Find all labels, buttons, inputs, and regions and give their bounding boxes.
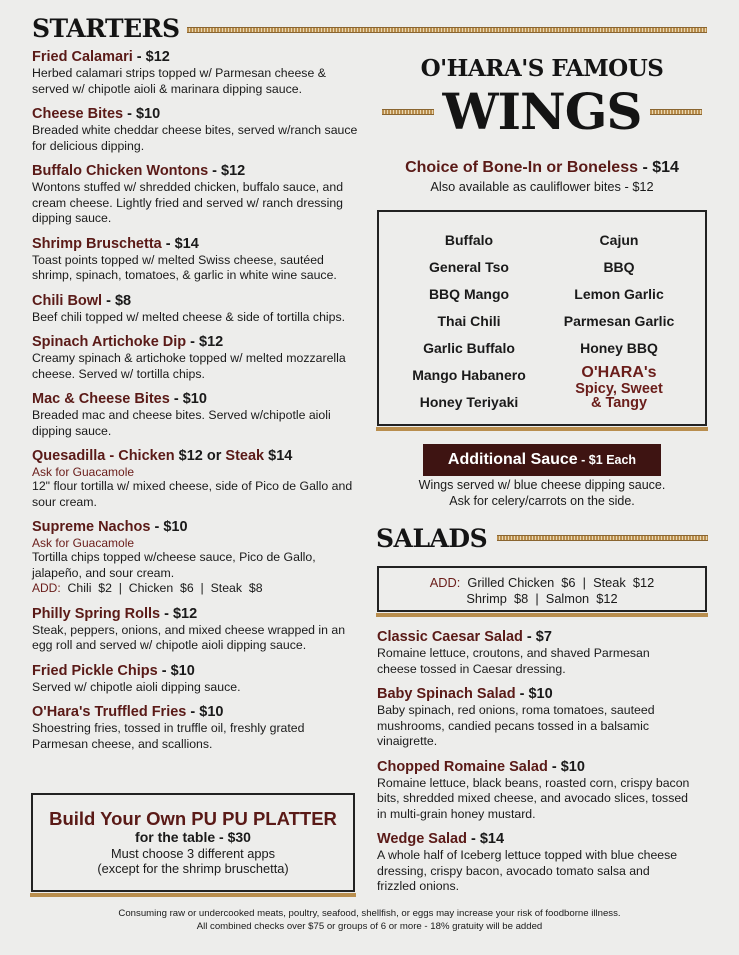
- salads-header: [376, 522, 708, 554]
- item-name: Fried Calamari: [32, 49, 133, 65]
- item-price: - $12: [208, 163, 246, 179]
- item-price: $12 or: [174, 448, 226, 464]
- flavor-special-desc-2: & Tangy: [590, 395, 648, 411]
- menu-item: [32, 605, 362, 654]
- addons-line: [32, 581, 362, 597]
- wings-notes: [376, 478, 708, 509]
- item-price: - $10: [169, 391, 207, 407]
- item-description: Baby spinach, red onions, roma tomatoes, sauteed mushrooms, candied pecans tossed in a balsamic vinaigrette.: [377, 703, 655, 748]
- item-name: Chopped Romaine Salad: [377, 758, 548, 775]
- menu-item: [377, 628, 692, 677]
- menu-item: [32, 390, 362, 439]
- add-label: ADD:: [32, 581, 61, 595]
- flavor-item: Honey Teriyaki: [419, 394, 519, 410]
- item-description: Breaded white cheddar cheese bites, served w/ranch sauce for delicious dipping.: [32, 123, 358, 153]
- item-name: Supreme Nachos: [32, 519, 151, 535]
- platter-title: Build Your Own PU PU PLATTER: [49, 808, 337, 829]
- item-name: O'Hara's Truffled Fries: [32, 704, 187, 720]
- ask-note: Ask for Guacamole: [32, 465, 135, 479]
- item-price: - $10: [547, 758, 585, 775]
- platter-exception: (except for the shrimp bruschetta): [97, 861, 289, 876]
- item-description: Beef chili topped w/ melted cheese & side of tortilla chips.: [32, 309, 346, 324]
- item-name: Fried Pickle Chips: [32, 662, 158, 679]
- menu-item-nachos: [32, 518, 362, 597]
- salad-addons-line2: Shrimp $8 | Salmon $12: [466, 590, 618, 606]
- item-price: - $10: [515, 686, 553, 702]
- wings-cauliflower-note: Also available as cauliflower bites - $12: [430, 179, 654, 194]
- item-price: - $10: [150, 519, 188, 535]
- wings-divider-right: [650, 109, 702, 115]
- item-description: Steak, peppers, onions, and mixed cheese wrapped in an egg roll and served w/ chipotle aioli dipping sauce.: [32, 622, 346, 652]
- item-description: Shoestring fries, tossed in truffle oil, freshly grated Parmesan cheese, and scallions.: [32, 721, 305, 751]
- item-name: Classic Caesar Salad: [377, 629, 523, 645]
- wing-flavors-box: [377, 210, 707, 426]
- flavor-item: BBQ Mango: [428, 286, 510, 302]
- item-price: - $12: [186, 334, 224, 350]
- menu-item: [377, 830, 692, 895]
- wings-note-celery: Ask for celery/carrots on the side.: [449, 493, 635, 508]
- wings-title: WINGS: [442, 82, 642, 141]
- item-name: Wedge Salad: [377, 831, 467, 847]
- menu-item: [32, 703, 362, 752]
- item-description: Wontons stuffed w/ shredded chicken, buffalo sauce, and cream cheese. Lightly fried and served w/ ranch dressing dipping sauce.: [32, 180, 344, 225]
- item-name: Quesadilla - Chicken: [32, 448, 175, 464]
- item-name: Shrimp Bruschetta: [32, 235, 162, 252]
- item-name: Spinach Artichoke Dip: [32, 334, 187, 350]
- menu-item: [32, 333, 362, 382]
- wings-choice-price: - $14: [638, 159, 679, 176]
- flavor-special-title: O'HARA's: [581, 364, 657, 381]
- menu-item-quesadilla: [32, 447, 362, 510]
- item-price: - $14: [161, 235, 199, 252]
- item-description: Romaine lettuce, croutons, and shaved Parmesan cheese tossed in Caesar dressing.: [377, 646, 650, 676]
- menu-item: [377, 758, 692, 823]
- menu-item: [32, 162, 362, 227]
- flavor-item: Garlic Buffalo: [423, 340, 515, 356]
- item-description: Toast points topped w/ melted Swiss cheese, sautéed shrimp, spinach, tomatoes, & garlic in white wine sauce.: [32, 252, 337, 282]
- item-price: - $12: [160, 605, 198, 622]
- wings-famous-title: O'HARA'S FAMOUS: [420, 55, 664, 82]
- menu-item: [32, 662, 362, 696]
- starters-header: [32, 12, 362, 44]
- flavor-item: Honey BBQ: [580, 340, 658, 356]
- salad-addons-box: [377, 566, 707, 612]
- wings-divider-left: [382, 109, 434, 115]
- item-name: Cheese Bites: [32, 106, 124, 122]
- menu-item: [377, 685, 692, 750]
- menu-item: [32, 235, 362, 284]
- item-description: Served w/ chipotle aioli dipping sauce.: [32, 679, 241, 694]
- item-description: Breaded mac and cheese bites. Served w/chipotle aioli dipping sauce.: [32, 408, 331, 438]
- starters-section: [32, 12, 362, 752]
- flavor-item: Thai Chili: [437, 313, 501, 329]
- item-description: Herbed calamari strips topped w/ Parmesan cheese & served w/ chipotle aioli & marinara dipping sauce.: [32, 66, 326, 96]
- item-name-alt: Steak: [225, 448, 265, 464]
- wings-header: [376, 55, 708, 140]
- flavor-item: Mango Habanero: [412, 367, 526, 383]
- wings-title-row: [376, 84, 708, 140]
- flavor-item: Buffalo: [444, 232, 494, 248]
- item-description: Creamy spinach & artichoke topped w/ melted mozzarella cheese. Served w/ tortilla chips.: [32, 351, 346, 381]
- platter-box: [31, 793, 355, 892]
- salads-divider: [497, 535, 708, 541]
- wings-choice: [376, 159, 708, 194]
- flavor-special-desc: Spicy, Sweet: [575, 381, 663, 397]
- flavor-item: General Tso: [429, 259, 509, 275]
- additional-sauce-banner: [423, 444, 661, 476]
- item-name: Philly Spring Rolls: [32, 605, 161, 622]
- item-price: - $8: [102, 292, 132, 309]
- item-price: - $7: [522, 629, 552, 645]
- item-price: - $12: [132, 49, 170, 65]
- item-name: Baby Spinach Salad: [377, 686, 516, 702]
- add-label: ADD:: [429, 575, 461, 590]
- footer-food-safety: Consuming raw or undercooked meats, poultry, seafood, shellfish, or eggs may increase your risk of foodborne illness.: [118, 908, 621, 919]
- item-price: - $10: [157, 662, 195, 679]
- add-options: Chili $2 | Chicken $6 | Steak $8: [60, 581, 263, 595]
- footer-disclaimer: [0, 907, 739, 933]
- additional-sauce-label: Additional Sauce: [447, 451, 578, 468]
- salads-list: [377, 628, 692, 895]
- ask-note: Ask for Guacamole: [32, 536, 135, 550]
- item-description: Romaine lettuce, black beans, roasted corn, crispy bacon bits, shredded mixed cheese, and avocado slices, tossed in multi-grain honey mustard.: [377, 775, 690, 821]
- wings-note-blue-cheese: Wings served w/ blue cheese dipping sauce.: [418, 478, 666, 492]
- item-name: Mac & Cheese Bites: [32, 391, 170, 407]
- flavor-item: Lemon Garlic: [574, 286, 664, 302]
- starters-title: STARTERS: [32, 14, 186, 43]
- flavor-item: Parmesan Garlic: [563, 313, 675, 329]
- item-name: Chili Bowl: [32, 292, 103, 309]
- additional-sauce-price: - $1 Each: [577, 453, 637, 467]
- menu-item: [32, 105, 362, 154]
- wings-choice-label: Choice of Bone-In or Boneless: [405, 159, 638, 176]
- item-price: - $14: [466, 831, 505, 847]
- item-price-alt: $14: [264, 448, 293, 464]
- item-name: Buffalo Chicken Wontons: [32, 163, 209, 179]
- item-description: 12" flour tortilla w/ mixed cheese, side of Pico de Gallo and sour cream.: [32, 479, 353, 509]
- item-price: - $10: [186, 704, 224, 720]
- item-price: - $10: [123, 106, 161, 122]
- flavor-item: Cajun: [599, 232, 639, 248]
- salads-title: SALADS: [376, 523, 488, 553]
- item-description: Tortilla chips topped w/cheese sauce, Pico de Gallo, jalapeño, and sour cream.: [32, 550, 316, 580]
- salad-addons-line1: Grilled Chicken $6 | Steak $12: [460, 575, 655, 590]
- footer-gratuity: All combined checks over $75 or groups of 6 or more - 18% gratuity will be added: [196, 921, 543, 932]
- platter-rule: Must choose 3 different apps: [110, 846, 276, 861]
- menu-item: [32, 292, 362, 326]
- menu-item: [32, 48, 362, 97]
- item-description: A whole half of Iceberg lettuce topped with blue cheese dressing, crispy bacon, avocado tomato salsa and frizzled onions.: [377, 848, 678, 893]
- flavor-item: BBQ: [603, 259, 635, 275]
- platter-subtitle: for the table - $30: [135, 829, 251, 845]
